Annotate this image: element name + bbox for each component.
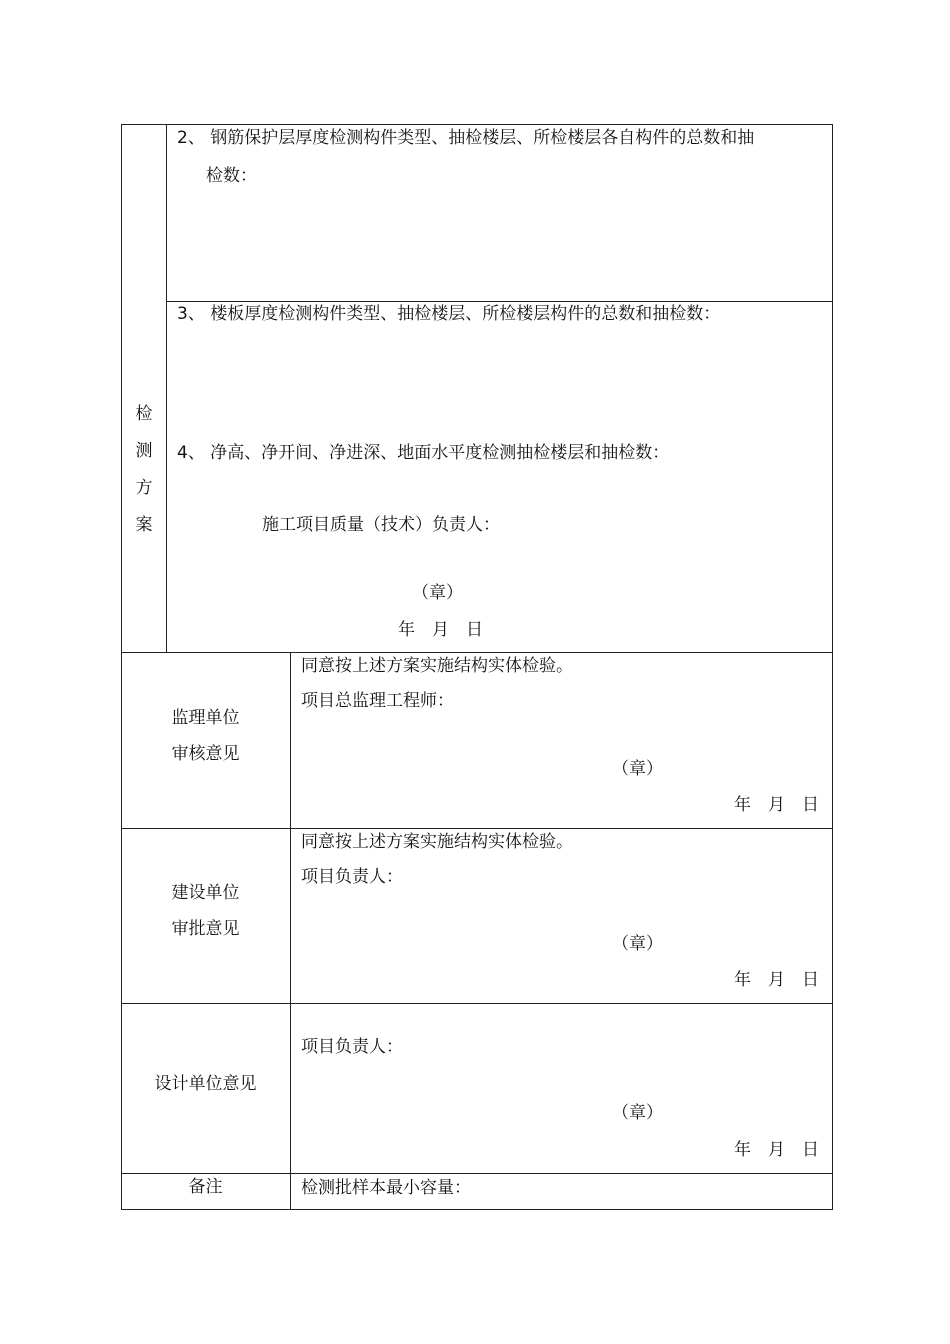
construction-seal: （章）	[612, 934, 663, 954]
supervision-signer-label: 项目总监理工程师：	[301, 691, 454, 711]
remarks-label: 备注	[188, 1177, 223, 1197]
item4-text: 4、 净高、净开间、净进深、地面水平度检测抽检楼层和抽检数：	[177, 443, 670, 463]
construction-label-line2: 审批意见	[171, 919, 240, 939]
remarks-content: 检测批样本最小容量：	[301, 1178, 471, 1198]
plan-side-char: 检	[135, 404, 153, 424]
design-signer-label: 项目负责人：	[301, 1037, 403, 1057]
item3-text: 3、 楼板厚度检测构件类型、抽检楼层、所检楼层构件的总数和抽检数：	[177, 304, 721, 324]
divider-approval-label	[290, 652, 291, 1210]
design-label: 设计单位意见	[154, 1074, 257, 1094]
supervision-seal: （章）	[612, 759, 663, 779]
divider-supervision-construction	[121, 828, 833, 829]
plan-side-label	[122, 403, 166, 551]
divider-item2-item3	[166, 301, 833, 302]
construction-label-line1: 建设单位	[171, 883, 240, 903]
plan-date: 年 月 日	[398, 620, 483, 640]
plan-side-char: 方	[135, 478, 153, 498]
construction-agree-text: 同意按上述方案实施结构实体检验。	[301, 832, 573, 852]
divider-construction-design	[121, 1003, 833, 1004]
construction-signer-label: 项目负责人：	[301, 867, 403, 887]
supervision-agree-text: 同意按上述方案实施结构实体检验。	[301, 656, 573, 676]
divider-design-remarks	[121, 1173, 833, 1174]
construction-label	[121, 882, 290, 940]
divider-plan-supervision	[121, 652, 833, 653]
plan-seal: （章）	[412, 583, 463, 603]
item2-line2: 检数：	[206, 166, 257, 186]
plan-side-char: 案	[135, 515, 153, 535]
divider-plan-label	[166, 124, 167, 652]
construction-date: 年 月 日	[734, 970, 819, 990]
design-seal: （章）	[612, 1103, 663, 1123]
supervision-label-line2: 审核意见	[171, 744, 240, 764]
plan-responsible-label: 施工项目质量（技术）负责人：	[262, 515, 500, 535]
item2-line1: 2、 钢筋保护层厚度检测构件类型、抽检楼层、所检楼层各自构件的总数和抽	[177, 128, 755, 148]
supervision-label-line1: 监理单位	[171, 708, 240, 728]
design-date: 年 月 日	[734, 1140, 819, 1160]
plan-side-char: 测	[135, 441, 153, 461]
supervision-date: 年 月 日	[734, 795, 819, 815]
supervision-label	[121, 707, 290, 765]
